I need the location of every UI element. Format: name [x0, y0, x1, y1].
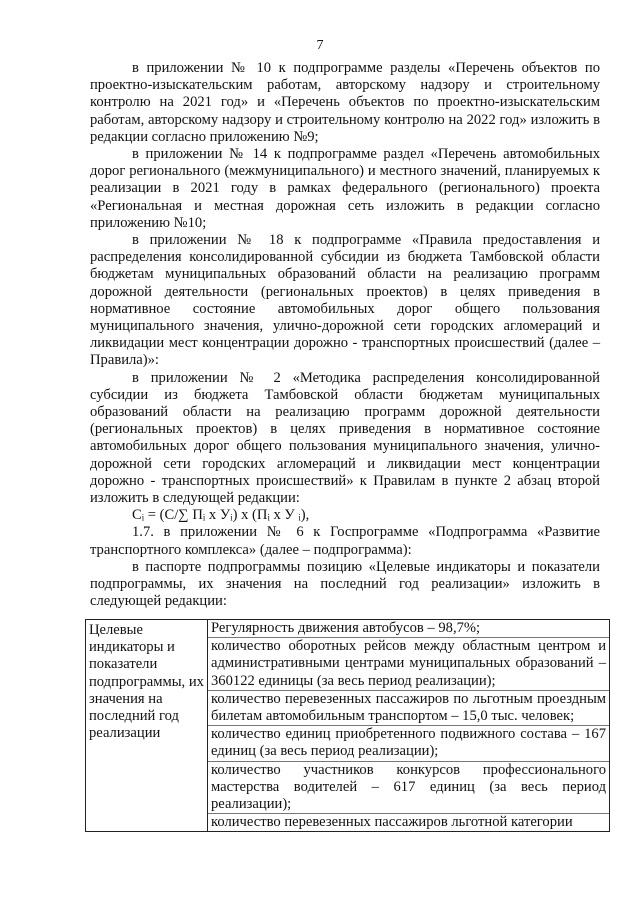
indicator-item: количество участников конкурсов профессионального мастерства водителей – 617 единиц (за весь период реализации); [208, 762, 609, 815]
paragraph-1-7: 1.7. в приложении № 6 к Госпрограмме «Подпрограмма «Развитие транспортного комплекса» (далее – подпрограмма): [90, 524, 600, 558]
indicator-item: количество оборотных рейсов между областным центром и административными центрами муниципальных образований – 360122 единицы (за весь период реализации); [208, 638, 609, 691]
indicator-item: количество единиц приобретенного подвижного состава – 167 единиц (за весь период реализации); [208, 726, 609, 761]
paragraph-appendix-14: в приложении № 14 к подпрограмме раздел «Перечень автомобильных дорог регионального (межмуниципального) и местного значений, планируемых к реализации в 2021 году в рамках федерального (регионального) проекта «Региональная и местная дорожная сеть изложить в редакции согласно приложению №10; [90, 146, 600, 231]
document-body [90, 60, 600, 611]
indicators-table [85, 619, 610, 832]
paragraph-passport: в паспорте подпрограммы позицию «Целевые индикаторы и показатели подпрограммы, их значения на последний год реализации» изложить в следующей редакции: [90, 558, 600, 610]
paragraph-appendix-2-method: в приложении № 2 «Методика распределения консолидированной субсидии из бюджета Тамбовской области бюджетам муниципальных образований области на реализацию программ дорожной деятельности (региональных проектов) в целях приведения в нормативное состояние автомобильных дорог общего пользования муниципального значения, улично-дорожной сети городских агломераций и ликвидации мест концентрации дорожно - транспортных происшествий» к Правилам в пункте 2 абзац второй изложить в следующей редакции: [90, 369, 600, 507]
indicator-item: количество перевезенных пассажиров по льготным проездным билетам автомобильным транспортом – 15,0 тыс. человек; [208, 691, 609, 726]
table-row [86, 620, 610, 832]
page-number: 7 [316, 38, 324, 53]
paragraph-appendix-10: в приложении № 10 к подпрограмме разделы «Перечень объектов по проектно-изыскательским работам, авторскому надзору и строительному контролю на 2021 год» и «Перечень объектов по проектно-изыскательским работам, авторскому надзору и строительному контролю на 2022 год» изложить в редакции согласно приложению №9; [90, 60, 600, 145]
paragraph-appendix-18: в приложении № 18 к подпрограмме «Правила предоставления и распределения консолидированной субсидии из бюджета Тамбовской области бюджетам муниципальных образований области на реализацию программ дорожной деятельности (региональных проектов) в целях приведения в нормативное состояние автомобильных дорог общего пользования муниципального значения, улично-дорожной сети городских агломераций и ликвидации мест концентрации дорожно - транспортных происшествий (далее – Правила)»: [90, 232, 600, 369]
indicator-item: Регулярность движения автобусов – 98,7%; [208, 620, 609, 638]
formula: Cᵢ = (C/∑ Пᵢ x Уᵢ) x (Пᵢ x У ᵢ), [132, 507, 310, 524]
table-value-cell [208, 620, 610, 832]
indicator-item: количество перевезенных пассажиров льготной категории [211, 814, 573, 831]
table-label-cell: Целевые индикаторы и показатели подпрограммы, их значения на последний год реализации [86, 620, 208, 832]
